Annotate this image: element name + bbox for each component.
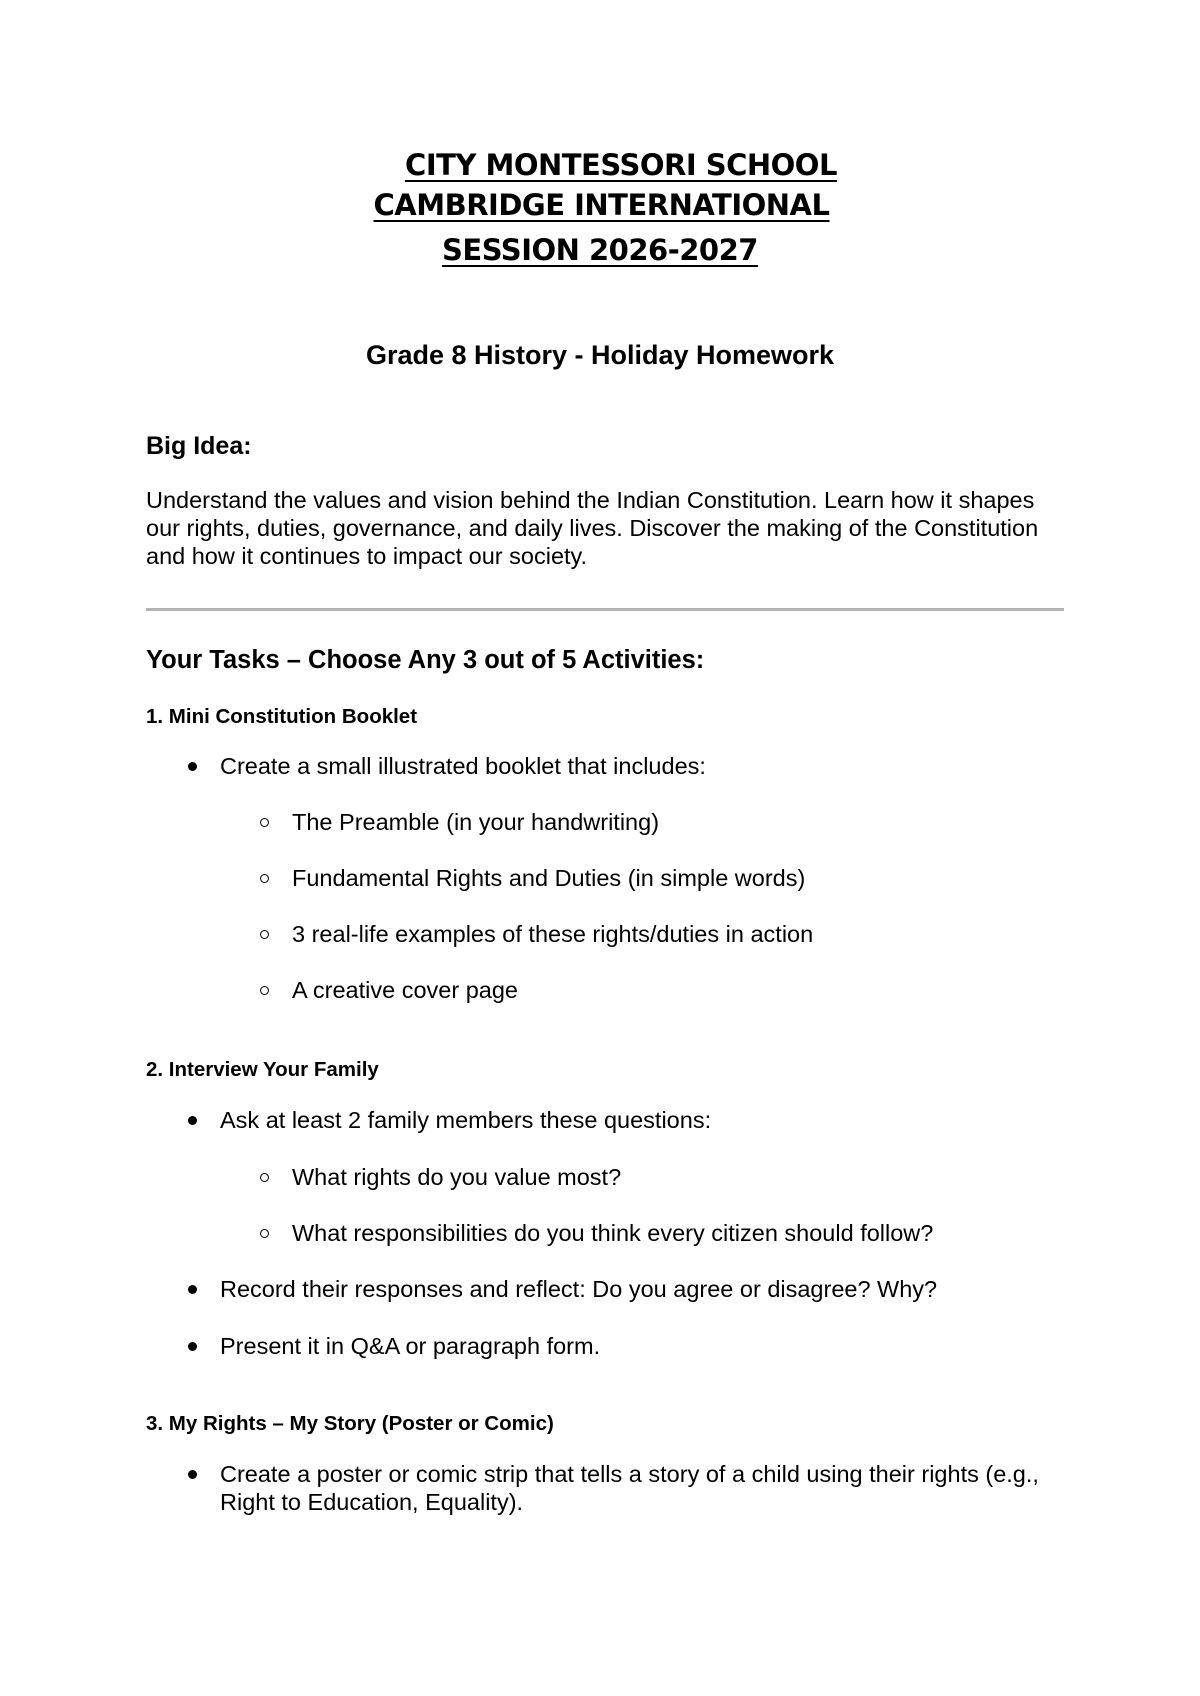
bullet-icon [188,1470,197,1479]
bullet-item [188,1275,1068,1303]
session-label: SESSION 2026-2027 [442,233,758,267]
big-idea-text: Understand the values and vision behind the Indian Constitution. Learn how it shapes our rights, duties, governance, and daily lives. Discover the making of the Constitution and how it continues to impact our society. [146,487,1039,569]
horizontal-divider [146,608,1064,611]
bullet-text: Create a poster or comic strip that tells a story of a child using their rights (e.g., Right to Education, Equality). [220,1461,1039,1515]
bullet-item [188,1332,1068,1360]
bullet-item [188,1106,1068,1134]
hollow-bullet-icon [260,930,269,939]
document-title: Grade 8 History - Holiday Homework [365,340,835,370]
activity-heading: 3. My Rights – My Story (Poster or Comic) [146,1412,554,1435]
sub-bullet-text: What rights do you value most? [292,1164,622,1190]
bullet-item [188,1460,1068,1516]
activity-heading: 1. Mini Constitution Booklet [146,705,418,728]
sub-bullet-text: What responsibilities do you think every citizen should follow? [292,1220,934,1246]
bullet-text: Present it in Q&A or paragraph form. [220,1333,601,1359]
hollow-bullet-icon [260,818,269,827]
sub-bullet-text: The Preamble (in your handwriting) [292,809,660,835]
sub-bullet-item [260,976,518,1004]
hollow-bullet-icon [260,986,269,995]
sub-bullet-item [260,1163,621,1191]
big-idea-heading: Big Idea: [146,432,252,460]
hollow-bullet-icon [260,1229,269,1238]
activity-heading: 2. Interview Your Family [146,1058,379,1081]
bullet-icon [188,1285,197,1294]
sub-bullet-text: A creative cover page [292,977,518,1003]
tasks-heading: Your Tasks – Choose Any 3 out of 5 Activities: [146,646,705,674]
bullet-item [188,752,1068,780]
sub-bullet-item [260,808,659,836]
bullet-icon [188,1342,197,1351]
hollow-bullet-icon [260,874,269,883]
school-subtitle: CAMBRIDGE INTERNATIONAL [373,188,830,222]
bullet-text: Ask at least 2 family members these questions: [220,1107,712,1133]
sub-bullet-text: 3 real-life examples of these rights/duties in action [292,921,814,947]
school-name: CITY MONTESSORI SCHOOL [405,148,837,182]
hollow-bullet-icon [260,1173,269,1182]
bullet-icon [188,762,197,771]
sub-bullet-text: Fundamental Rights and Duties (in simple words) [292,865,806,891]
bullet-text: Record their responses and reflect: Do you agree or disagree? Why? [220,1276,938,1302]
bullet-icon [188,1116,197,1125]
sub-bullet-item [260,1219,933,1247]
sub-bullet-item [260,864,805,892]
bullet-text: Create a small illustrated booklet that includes: [220,753,706,779]
sub-bullet-item [260,920,813,948]
